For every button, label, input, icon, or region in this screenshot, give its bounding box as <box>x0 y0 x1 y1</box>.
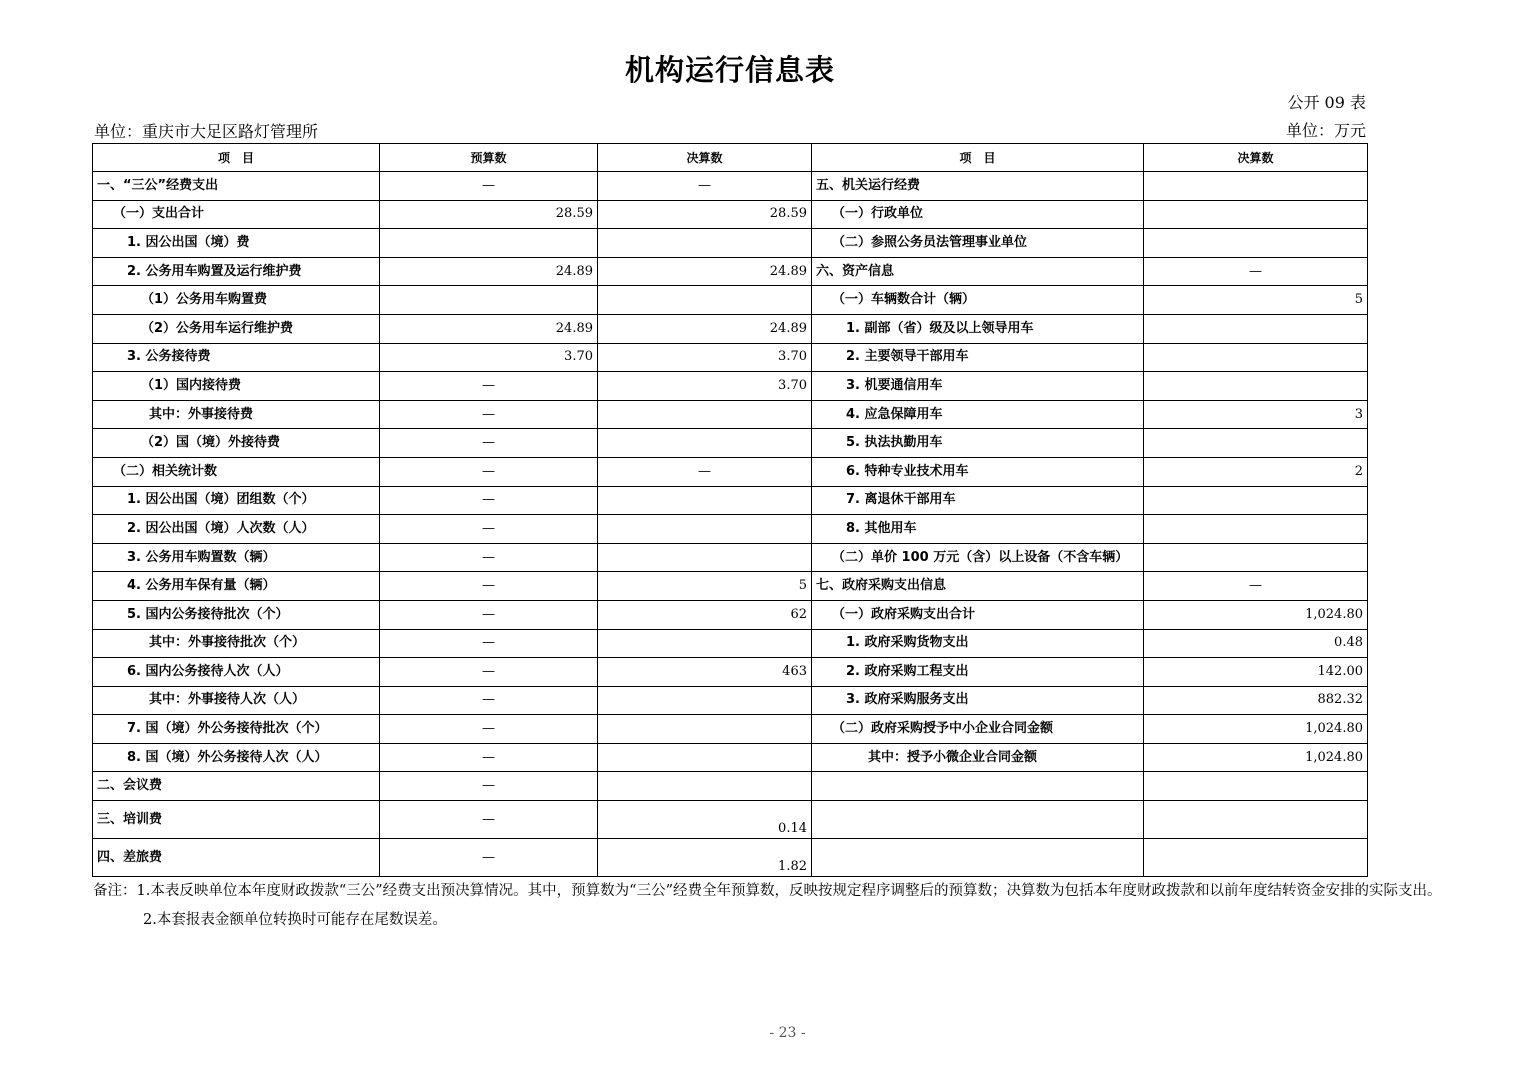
final-value <box>598 715 812 744</box>
right-item-label: 1. 副部（省）级及以上领导用车 <box>812 314 1144 343</box>
right-item-label: 七、政府采购支出信息 <box>812 572 1144 601</box>
right-final-value <box>1144 486 1368 515</box>
header-right-item: 项 目 <box>812 144 1144 172</box>
budget-value: — <box>380 372 598 401</box>
left-item-label: 3. 公务用车购置数（辆） <box>93 543 380 572</box>
budget-value: — <box>380 172 598 201</box>
right-final-value <box>1144 515 1368 544</box>
left-item-label: 2. 公务用车购置及运行维护费 <box>93 257 380 286</box>
budget-value: — <box>380 457 598 486</box>
budget-value <box>380 286 598 315</box>
left-item-label: 1. 因公出国（境）团组数（个） <box>93 486 380 515</box>
right-final-value: 142.00 <box>1144 658 1368 687</box>
right-final-value <box>1144 372 1368 401</box>
budget-value: — <box>380 743 598 772</box>
final-value <box>598 629 812 658</box>
final-value: — <box>598 457 812 486</box>
right-item-label: 8. 其他用车 <box>812 515 1144 544</box>
right-item-label <box>812 801 1144 839</box>
currency-unit: 单位：万元 <box>1285 121 1366 140</box>
right-final-value <box>1144 229 1368 258</box>
left-item-label: 4. 公务用车保有量（辆） <box>93 572 380 601</box>
header-left-item: 项 目 <box>93 144 380 172</box>
left-item-label: （2）国（境）外接待费 <box>93 429 380 458</box>
table-row <box>93 200 1368 229</box>
budget-value: — <box>380 572 598 601</box>
right-item-label: 2. 政府采购工程支出 <box>812 658 1144 687</box>
table-row <box>93 839 1368 877</box>
final-value: 24.89 <box>598 257 812 286</box>
final-value <box>598 743 812 772</box>
reporting-unit: 单位：重庆市大足区路灯管理所 <box>94 122 319 141</box>
right-item-label: （二）参照公务员法管理事业单位 <box>812 229 1144 258</box>
budget-value: 3.70 <box>380 343 598 372</box>
table-row <box>93 658 1368 687</box>
right-item-label: （二）单价 100 万元（含）以上设备（不含车辆） <box>812 543 1144 572</box>
right-final-value: 3 <box>1144 400 1368 429</box>
budget-value: — <box>380 715 598 744</box>
right-item-label: （一）行政单位 <box>812 200 1144 229</box>
page-title: 机构运行信息表 <box>624 53 835 87</box>
right-final-value <box>1144 429 1368 458</box>
right-item-label: 4. 应急保障用车 <box>812 400 1144 429</box>
right-item-label: 6. 特种专业技术用车 <box>812 457 1144 486</box>
budget-value: — <box>380 839 598 877</box>
budget-value: 28.59 <box>380 200 598 229</box>
budget-value: — <box>380 429 598 458</box>
budget-value: — <box>380 486 598 515</box>
final-value <box>598 772 812 801</box>
left-item-label: 二、会议费 <box>93 772 380 801</box>
left-item-label: 三、培训费 <box>93 801 380 839</box>
left-item-label: 7. 国（境）外公务接待批次（个） <box>93 715 380 744</box>
left-item-label: 6. 国内公务接待人次（人） <box>93 658 380 687</box>
left-item-label: （2）公务用车运行维护费 <box>93 314 380 343</box>
table-row <box>93 229 1368 258</box>
table-row <box>93 372 1368 401</box>
table-row <box>93 801 1368 839</box>
left-item-label: 5. 国内公务接待批次（个） <box>93 600 380 629</box>
final-value: — <box>598 172 812 201</box>
table-header-row <box>93 144 1368 172</box>
budget-value: — <box>380 515 598 544</box>
left-item-label: 四、差旅费 <box>93 839 380 877</box>
note-1: 备注：1.本表反映单位本年度财政拨款“三公”经费支出预决算情况。其中，预算数为“三公”经费全年预算数，反映按规定程序调整后的预算数；决算数为包括本年度财政拨款和以前年度结转资金安排的实际支出。 <box>93 883 1442 899</box>
right-item-label: 5. 执法执勤用车 <box>812 429 1144 458</box>
left-item-label: 其中：外事接待费 <box>93 400 380 429</box>
left-item-label: 8. 国（境）外公务接待人次（人） <box>93 743 380 772</box>
final-value <box>598 515 812 544</box>
left-item-label: （一）支出合计 <box>93 200 380 229</box>
right-item-label: 3. 政府采购服务支出 <box>812 686 1144 715</box>
right-final-value <box>1144 200 1368 229</box>
budget-value: 24.89 <box>380 314 598 343</box>
budget-value: — <box>380 543 598 572</box>
right-final-value: — <box>1144 572 1368 601</box>
table-row <box>93 715 1368 744</box>
table-row <box>93 772 1368 801</box>
final-value <box>598 286 812 315</box>
note-2: 2.本套报表金额单位转换时可能存在尾数误差。 <box>143 912 447 928</box>
right-item-label <box>812 839 1144 877</box>
right-final-value: 5 <box>1144 286 1368 315</box>
final-value: 3.70 <box>598 343 812 372</box>
right-final-value: 1,024.80 <box>1144 600 1368 629</box>
budget-value: — <box>380 400 598 429</box>
right-item-label: 7. 离退休干部用车 <box>812 486 1144 515</box>
right-item-label: （二）政府采购授予中小企业合同金额 <box>812 715 1144 744</box>
right-item-label: 3. 机要通信用车 <box>812 372 1144 401</box>
table-row <box>93 400 1368 429</box>
final-value: 3.70 <box>598 372 812 401</box>
final-value <box>598 229 812 258</box>
left-item-label: 其中：外事接待人次（人） <box>93 686 380 715</box>
budget-value: — <box>380 629 598 658</box>
budget-value: 24.89 <box>380 257 598 286</box>
header-budget: 预算数 <box>380 144 598 172</box>
budget-value: — <box>380 658 598 687</box>
right-item-label: 2. 主要领导干部用车 <box>812 343 1144 372</box>
right-item-label: （一）车辆数合计（辆） <box>812 286 1144 315</box>
right-final-value <box>1144 801 1368 839</box>
left-item-label: 2. 因公出国（境）人次数（人） <box>93 515 380 544</box>
right-item-label: （一）政府采购支出合计 <box>812 600 1144 629</box>
budget-value: — <box>380 772 598 801</box>
right-final-value: 1,024.80 <box>1144 715 1368 744</box>
header-right-final: 决算数 <box>1144 144 1368 172</box>
table-row <box>93 257 1368 286</box>
table-row <box>93 686 1368 715</box>
table-row <box>93 572 1368 601</box>
right-final-value <box>1144 314 1368 343</box>
table-row <box>93 629 1368 658</box>
table-row <box>93 743 1368 772</box>
right-final-value: 1,024.80 <box>1144 743 1368 772</box>
final-value: 1.82 <box>598 839 812 877</box>
right-item-label <box>812 772 1144 801</box>
left-item-label: （二）相关统计数 <box>93 457 380 486</box>
right-final-value <box>1144 172 1368 201</box>
final-value: 24.89 <box>598 314 812 343</box>
left-item-label: （1）公务用车购置费 <box>93 286 380 315</box>
final-value: 62 <box>598 600 812 629</box>
left-item-label: 其中：外事接待批次（个） <box>93 629 380 658</box>
table-row <box>93 429 1368 458</box>
final-value: 28.59 <box>598 200 812 229</box>
table-row <box>93 600 1368 629</box>
table-row <box>93 515 1368 544</box>
budget-value <box>380 229 598 258</box>
right-final-value <box>1144 839 1368 877</box>
left-item-label: （1）国内接待费 <box>93 372 380 401</box>
budget-value: — <box>380 600 598 629</box>
final-value <box>598 686 812 715</box>
table-row <box>93 486 1368 515</box>
info-table <box>92 143 1368 877</box>
left-item-label: 1. 因公出国（境）费 <box>93 229 380 258</box>
budget-value: — <box>380 686 598 715</box>
table-number: 公开 09 表 <box>1287 93 1366 112</box>
final-value: 0.14 <box>598 801 812 839</box>
final-value <box>598 543 812 572</box>
table-row <box>93 286 1368 315</box>
right-item-label: 其中：授予小微企业合同金额 <box>812 743 1144 772</box>
right-final-value <box>1144 772 1368 801</box>
header-final: 决算数 <box>598 144 812 172</box>
budget-value: — <box>380 801 598 839</box>
table-row <box>93 343 1368 372</box>
right-item-label: 五、机关运行经费 <box>812 172 1144 201</box>
left-item-label: 3. 公务接待费 <box>93 343 380 372</box>
table-row <box>93 172 1368 201</box>
right-final-value: 0.48 <box>1144 629 1368 658</box>
right-final-value <box>1144 343 1368 372</box>
right-item-label: 1. 政府采购货物支出 <box>812 629 1144 658</box>
final-value <box>598 429 812 458</box>
final-value: 5 <box>598 572 812 601</box>
final-value <box>598 486 812 515</box>
right-final-value: 2 <box>1144 457 1368 486</box>
right-final-value: 882.32 <box>1144 686 1368 715</box>
final-value: 463 <box>598 658 812 687</box>
notes <box>93 877 1478 935</box>
page-number: - 23 - <box>769 1025 806 1041</box>
final-value <box>598 400 812 429</box>
table-row <box>93 457 1368 486</box>
right-final-value <box>1144 543 1368 572</box>
right-final-value: — <box>1144 257 1368 286</box>
left-item-label: 一、“三公”经费支出 <box>93 172 380 201</box>
table-row <box>93 314 1368 343</box>
table-row <box>93 543 1368 572</box>
right-item-label: 六、资产信息 <box>812 257 1144 286</box>
